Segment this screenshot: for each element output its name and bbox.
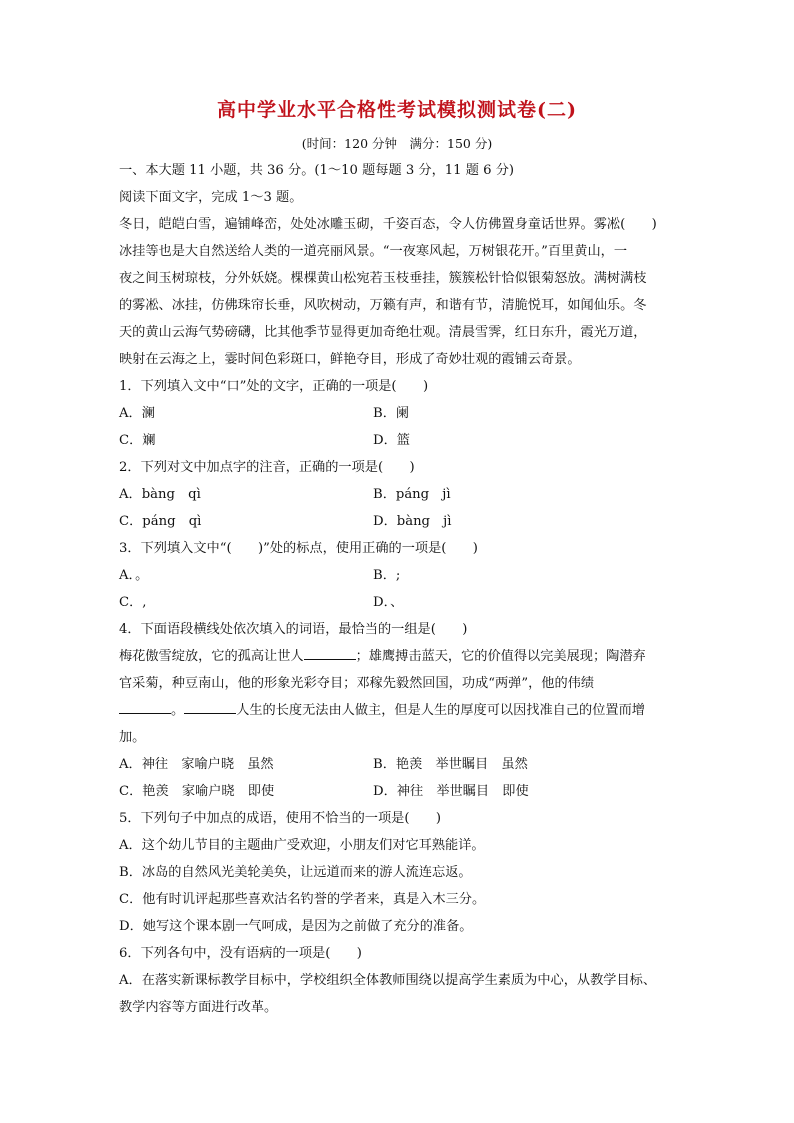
passage-line: 映射在云海之上，霎时间色彩斑口，鲜艳夺目，形成了奇妙壮观的霞铺云奇景。 (119, 352, 581, 367)
question-3-options-row-2 (119, 589, 679, 616)
passage-line: 的雾凇、冰挂，仿佛珠帘长垂，风吹树动，万籁有声，和谐有节，清脆悦耳，如闻仙乐。冬 (119, 298, 647, 313)
q2-option-c: C．páng qì (119, 514, 202, 529)
q3-option-a: A．。 (119, 568, 149, 583)
q4-text-fragment: 人生的长度无法由人做主，但是人生的厚度可以因找准自己的位置而增 (236, 703, 645, 718)
answer-blank (304, 645, 356, 660)
exam-subtitle: (时间：120 分钟 满分：150 分) (301, 136, 493, 151)
question-4-text-line: 官采菊，种豆南山，他的形象光彩夺目；邓稼先毅然回国，功成“两弹”，他的伟绩 (119, 676, 595, 691)
q5-option-d: D．她写这个课本剧一气呵成，是因为之前做了充分的准备。 (119, 919, 473, 934)
answer-blank (119, 699, 171, 714)
section-instruction: 阅读下面文字，完成 1～3 题。 (119, 190, 303, 205)
exam-content (119, 157, 679, 1021)
q3-option-d: D．、 (373, 595, 404, 610)
q6-option-a-line-1: A．在落实新课标教学目标中，学校组织全体教师围绕以提高学生素质为中心，从教学目标、 (119, 973, 657, 988)
reading-passage (119, 211, 679, 373)
passage-line: 冬日，皑皑白雪，遍铺峰峦，处处冰雕玉砌，千姿百态，令人仿佛置身童话世界。雾凇( ) (119, 217, 657, 232)
q4-option-c: C．艳羡 家喻户晓 即使 (119, 784, 275, 799)
question-2-options-row-1 (119, 481, 679, 508)
question-4-stem: 4．下面语段横线处依次填入的词语，最恰当的一组是( ) (119, 622, 468, 637)
q6-option-a-line-2: 教学内容等方面进行改革。 (119, 1000, 278, 1015)
q1-option-c: C．斓 (119, 433, 156, 448)
question-3-options-row-1 (119, 562, 679, 589)
q4-option-d: D．神往 举世瞩目 即使 (373, 784, 529, 799)
section-heading: 一、本大题 11 小题，共 36 分。(1～10 题每题 3 分，11 题 6 分) (119, 163, 515, 178)
q3-option-b: B．; (373, 568, 401, 583)
q2-option-d: D．bàng jì (373, 514, 452, 529)
q5-option-a: A．这个幼儿节目的主题曲广受欢迎，小朋友们对它耳熟能详。 (119, 838, 485, 853)
question-1-stem: 1．下列填入文中“口”处的文字，正确的一项是( ) (119, 379, 429, 394)
q2-option-a: A．bàng qì (119, 487, 201, 502)
q1-option-b: B．阑 (373, 406, 410, 421)
q4-text-fragment: 。 (171, 703, 185, 718)
question-1-options-row-1 (119, 400, 679, 427)
question-2-options-row-2 (119, 508, 679, 535)
question-4-text-line (119, 697, 679, 724)
exam-title: 高中学业水平合格性考试模拟测试卷(二) (217, 99, 577, 121)
q1-option-d: D．篮 (373, 433, 410, 448)
question-2-stem: 2．下列对文中加点字的注音，正确的一项是( ) (119, 460, 415, 475)
question-4-text-line (119, 643, 679, 670)
question-4-options-row-1 (119, 751, 679, 778)
q4-text-fragment: ；雄鹰搏击蓝天，它的价值得以完美展现；陶潜弃 (355, 649, 646, 664)
answer-blank (184, 699, 236, 714)
q2-option-b: B．páng jì (373, 487, 451, 502)
passage-line: 天的黄山云海气势磅礴，比其他季节显得更加奇绝壮观。清晨雪霁，红日东升，霞光万道， (119, 325, 647, 340)
passage-line: 夜之间玉树琼枝，分外妖娆。棵棵黄山松宛若玉枝垂挂，簇簇松针恰似银菊怒放。满树满枝 (119, 271, 647, 286)
passage-line: 冰挂等也是大自然送给人类的一道亮丽风景。“一夜寒风起，万树银花开。”百里黄山，一 (119, 244, 628, 259)
q3-option-c: C．, (119, 595, 147, 610)
q1-option-a: A．澜 (119, 406, 155, 421)
question-1-options-row-2 (119, 427, 679, 454)
q4-text-fragment: 梅花傲雪绽放，它的孤高让世人 (119, 649, 304, 664)
question-5-stem: 5．下列句子中加点的成语，使用不恰当的一项是( ) (119, 811, 441, 826)
question-3-stem: 3．下列填入文中“( )”处的标点，使用正确的一项是( ) (119, 541, 478, 556)
q4-option-a: A．神往 家喻户晓 虽然 (119, 757, 274, 772)
question-6-stem: 6．下列各句中，没有语病的一项是( ) (119, 946, 362, 961)
q5-option-b: B．冰岛的自然风光美轮美奂，让远道而来的游人流连忘返。 (119, 865, 472, 880)
q5-option-c: C．他有时讥评起那些喜欢沽名钓誉的学者来，真是入木三分。 (119, 892, 486, 907)
q4-option-b: B．艳羡 举世瞩目 虽然 (373, 757, 528, 772)
question-4-options-row-2 (119, 778, 679, 805)
question-4-text-line: 加。 (119, 730, 146, 745)
